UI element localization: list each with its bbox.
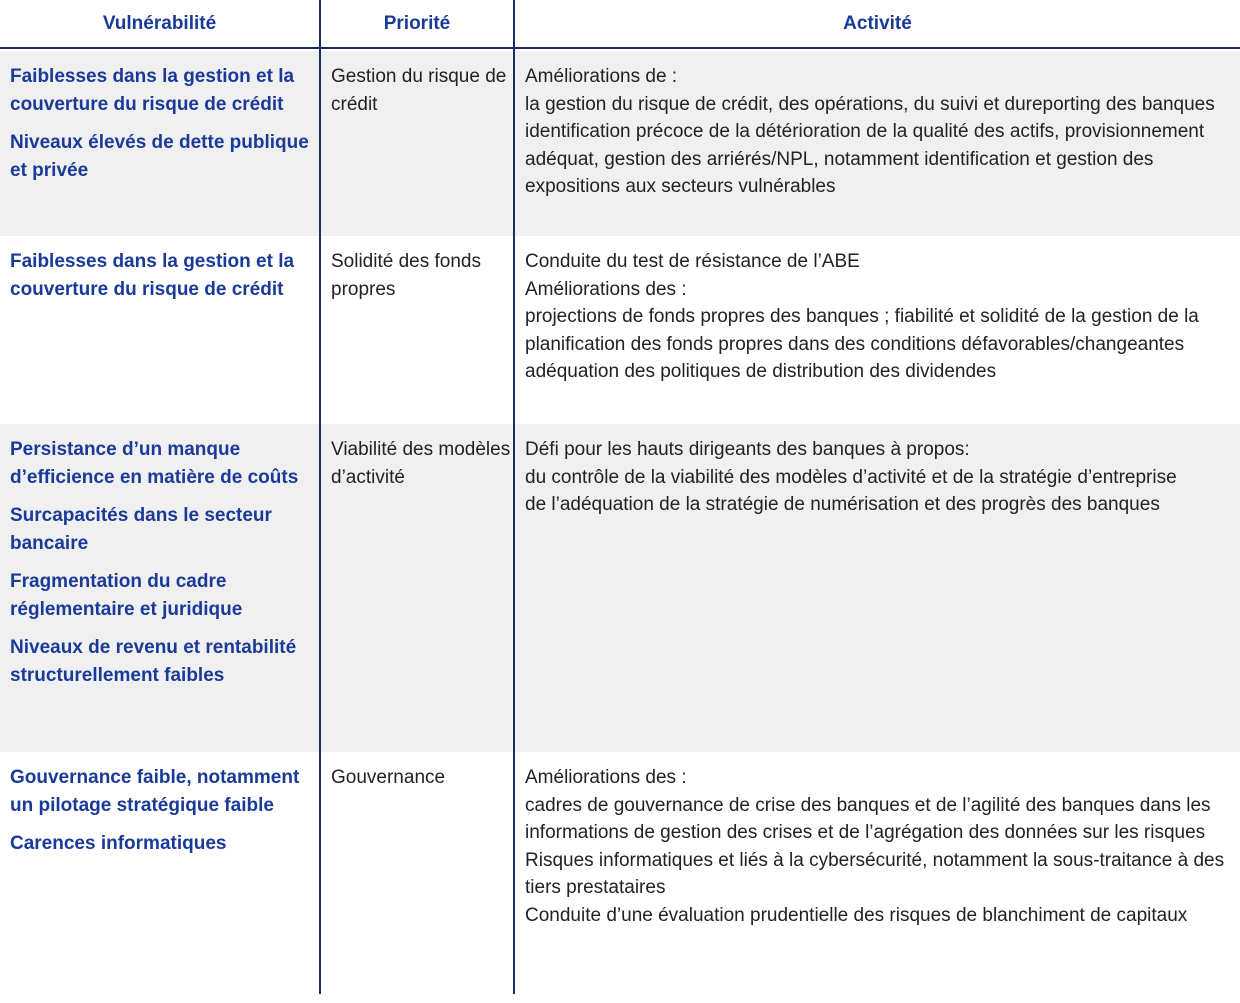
vulnerability-item: Faiblesses dans la gestion et la couverture du risque de crédit — [10, 66, 295, 115]
activity-line: la gestion du risque de crédit, des opérations, du suivi et dureporting des banques — [525, 93, 1215, 115]
activity-line: projections de fonds propres des banques ; fiabilité et solidité de la gestion de la planification des fonds propres dans des conditions défavorables/changeantes — [525, 306, 1199, 355]
activity-cell — [525, 436, 1237, 519]
vulnerability-item: Fragmentation du cadre réglementaire et juridique — [10, 571, 243, 620]
vulnerability-item: Niveaux élevés de dette publique et privée — [10, 132, 309, 181]
activity-line: Risques informatiques et liés à la cybersécurité, notamment la sous-traitance à des tiers prestataires — [525, 849, 1225, 898]
vulnerability-item: Carences informatiques — [10, 833, 227, 854]
header-priorite: Priorité — [383, 13, 451, 34]
activity-line: Défi pour les hauts dirigeants des banques à propos: — [525, 439, 970, 460]
column-divider — [319, 0, 321, 994]
header-activite: Activité — [843, 13, 912, 34]
table-header — [0, 0, 1240, 49]
vulnerability-item: Faiblesses dans la gestion et la couverture du risque de crédit — [10, 251, 295, 300]
activity-line: Améliorations des : — [525, 767, 687, 788]
activity-line: Améliorations de : — [525, 66, 678, 87]
vulnerability-cell — [10, 63, 310, 195]
vulnerability-cell — [10, 248, 310, 314]
activity-line: du contrôle de la viabilité des modèles d’activité et de la stratégie d’entreprise — [525, 466, 1177, 488]
table-row — [0, 424, 1240, 752]
activity-line: de l’adéquation de la stratégie de numérisation et des progrès des banques — [525, 494, 1160, 515]
priority-cell — [331, 436, 511, 491]
priority-text: Gouvernance — [331, 767, 446, 788]
activity-line: Conduite du test de résistance de l’ABE — [525, 251, 860, 272]
activity-line: cadres de gouvernance de crise des banques et de l’agilité des banques dans les informations de gestion des crises et de l’agrégation des données sur les risques — [525, 794, 1211, 843]
activity-cell — [525, 63, 1237, 201]
vulnerability-item: Surcapacités dans le secteur bancaire — [10, 505, 272, 554]
priority-text: Gestion du risque de crédit — [331, 66, 507, 115]
priority-cell — [331, 764, 511, 792]
activity-line: Améliorations des : — [525, 278, 687, 300]
column-divider — [513, 0, 515, 994]
priority-text: Viabilité des modèles d’activité — [331, 439, 511, 488]
priority-cell — [331, 248, 511, 303]
priority-cell — [331, 63, 511, 118]
vulnerability-cell — [10, 436, 310, 700]
table-row — [0, 752, 1240, 994]
activity-line: identification précoce de la détérioration de la qualité des actifs, provisionnement adéquat, gestion des arriérés/NPL, notamment identification et gestion des expositions aux secteurs vulnérables — [525, 121, 1205, 197]
vulnerability-cell — [10, 764, 310, 869]
activity-line: adéquation des politiques de distribution des dividendes — [525, 361, 997, 382]
activity-cell — [525, 248, 1237, 386]
activity-cell — [525, 764, 1237, 929]
table-row — [0, 236, 1240, 424]
table-row — [0, 51, 1240, 236]
priority-text: Solidité des fonds propres — [331, 251, 481, 300]
vulnerability-item: Niveaux de revenu et rentabilité structurellement faibles — [10, 637, 297, 686]
header-vulnerabilite: Vulnérabilité — [102, 13, 217, 34]
vulnerability-item: Gouvernance faible, notamment un pilotage stratégique faible — [10, 767, 300, 816]
vulnerability-item: Persistance d’un manque d’efficience en matière de coûts — [10, 439, 299, 488]
activity-line: Conduite d’une évaluation prudentielle des risques de blanchiment de capitaux — [525, 904, 1188, 926]
